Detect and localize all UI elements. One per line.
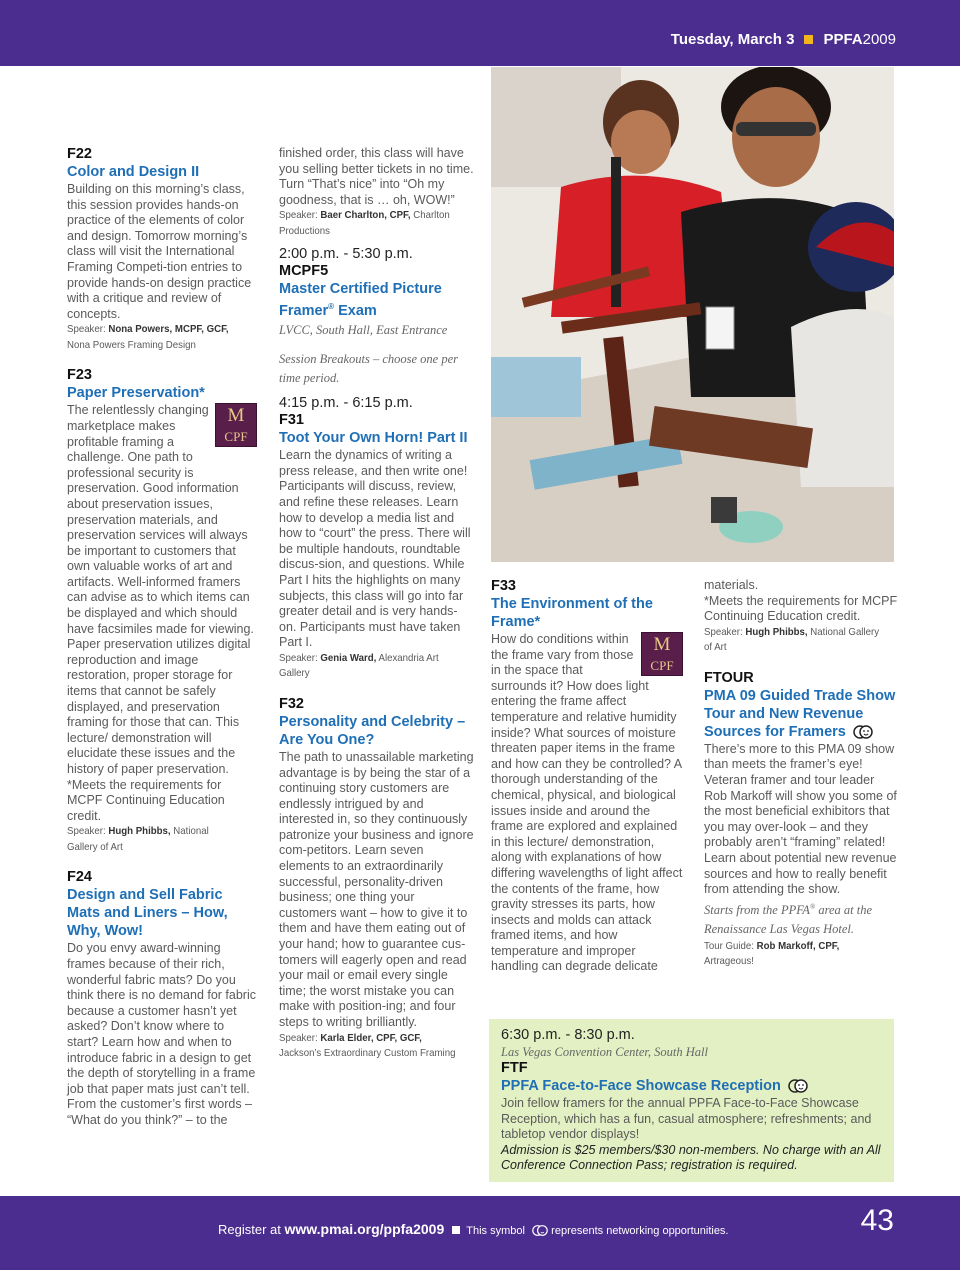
f32-body: The path to unassailable marketing advantage is by being the star of a continuing story customers are endlessly intrigued by and interested in, so they continuously patronize your business and ignore com-petitors. Learn seven elements to an extraordinarily successful, personality-driven business; one thing your customers want – how to give it to them and have them eating out of your hand; how to guarantee cus-tomers will eagerly open and read your mail or email every single time; the worst mistake you can make with position-ing; and four steps to writing brilliantly. [279,749,474,1030]
mcpf-code: MCPF5 [279,263,329,280]
f32-speaker: Speaker: Karla Elder, CPF, GCF, Jackson’s Extraordinary Custom Framing [279,1031,456,1060]
f22-title: Color and Design II [67,164,200,180]
f31-speaker: Speaker: Genia Ward, Alexandria Art Gallery [279,651,439,680]
column-1 [67,146,257,1129]
header-square-icon [804,35,813,44]
ftour-code: FTOUR [704,669,754,686]
f23-note: *Meets the requirements for MCPF Continuing Education credit. [67,777,225,823]
mcpf-location: LVCC, South Hall, East Entrance [279,323,448,338]
f24-title: Design and Sell Fabric Mats and Liners – How, Why, Wow! [67,887,228,940]
f24-body: Do you envy award-winning frames because of their rich, wonderful fabric mats? Do you think there is no demand for fabric because a customer hasn’t yet asked? Don’t know where to start? Learn how and when to introduce fabric in a design to get the depth of storytelling in a frame job that paper mats just can’t tell. From the customer’s first words – “What do you think?” – to the [67,941,256,1127]
header-brand: PPFA [823,31,863,48]
f24-continued: finished order, this class will have you selling better tickets in no time. Turn “That’s nice” into “Oh my goodness, that is … oh, WOW!” [279,146,474,207]
f32-title: Personality and Celebrity – Are You One? [279,713,466,748]
column-2 [279,146,474,1062]
footer-register: Register at www.pmai.org/ppfa2009 This symbol represents networking opportunities. [218,1221,729,1237]
session-breakouts: Session Breakouts – choose one per time period. [279,352,459,386]
workshop-photo-illustration [491,67,894,562]
header-year: 2009 [862,31,896,48]
showcase-box [489,1019,894,1182]
ftour-body: There’s more to this PMA 09 show than meets the framer’s eye! Veteran framer and tour leader Rob Markoff will show you some of the most beneficial exhibitors that you may over-look – and they probably aren’t “framing” related! Learn about potential new revenue sources and how to really benefit from attending the show. [704,741,897,897]
showcase-time: 6:30 p.m. - 8:30 p.m. [501,1027,635,1043]
column-4 [704,578,898,970]
showcase-code: FTF [501,1060,528,1076]
f33-body: How do conditions within the frame vary from those in the space that surrounds it? How does light entering the frame affect temperature and relative humidity inside? What sources of moisture threaten paper items in the frame and how can they be controlled? A thorough understanding of the chemical, physical, and biological issues inside and around the frame are explored and explained in this lecture/ demonstration, along with explanations of how differing wavelengths of light affect the contents of the frame, how gravity stresses its parts, how insects and molds can attack framed items, and how temperature and improper handling can degrade delicate [491,632,683,974]
networking-icon [853,724,873,740]
column-3 [491,578,683,975]
ftour-location: Starts from the PPFA® area at the Renaissance Las Vegas Hotel. [704,902,873,936]
register-link[interactable]: www.pmai.org/ppfa2009 [284,1221,445,1237]
mcpf-title: Master Certified Picture Framer® Exam [279,281,442,320]
f33-continued: materials. [704,578,759,592]
f31-body: Learn the dynamics of writing a press release, and then write one! Participants will discuss, review, and refine these releases. Learn how to develop a media list and how to “court” the press. There will be multiple handouts, roundtable discus-sion, and questions. While Part I hits the highlights on many subjects, this class will go into far greater detail and is very hands-on. Participants must have taken Part I. [279,448,471,650]
workshop-photo [491,67,894,562]
f22-code: F22 [67,146,92,162]
f33-speaker: Speaker: Hugh Phibbs, National Gallery of Art [704,625,880,654]
mcpf-time: 2:00 p.m. - 5:30 p.m. [279,246,413,263]
f32-code: F32 [279,695,304,712]
f23-body: The relentlessly changing marketplace makes profitable framing a challenge. One path to professional security is preservation. Good information about preservation issues, preservation materials, and preservation services will always be important to customers that own valuable works of art and artifacts. Well-informed framers can advise as to which items can be displayed and which should have facsimiles made for viewing. Paper preservation utilizes digital reproduction and image restoration, proper storage for items that cannot be safely displayed, and preservation framing for those that can. This lecture/ demonstration will elucidate these issues and the history of paper preservation. [67,403,254,776]
showcase-title: PPFA Face-to-Face Showcase Reception [501,1077,886,1095]
mcpf-logo-2: M CPF [641,632,683,676]
f23-code: F23 [67,367,92,384]
header-text [671,31,896,48]
footer-square-icon [452,1226,460,1234]
footer-bar [0,1196,960,1270]
showcase-content [501,1026,886,1174]
f33-code: F33 [491,578,516,594]
showcase-body: Join fellow framers for the annual PPFA Face-to-Face Showcase Reception, which has a fun, casual atmosphere; refreshments; and tabletop vendor displays! [501,1096,872,1142]
ftour-guide: Tour Guide: Rob Markoff, CPF, Artrageous! [704,939,840,968]
f23-body-wrap [67,403,257,777]
showcase-location: Las Vegas Convention Center, South Hall [501,1045,708,1059]
ftour-title: PMA 09 Guided Trade Show Tour and New Revenue Sources for Framers [704,687,896,740]
header-date: Tuesday, March 3 [670,31,795,48]
f31-title: Toot Your Own Horn! Part II [279,430,468,447]
f31-code: F31 [279,412,304,429]
networking-icon-3 [532,1224,548,1237]
header-bar [0,0,960,66]
page-number: 43 [860,1204,894,1237]
networking-icon-2 [788,1078,808,1094]
f31-time: 4:15 p.m. - 6:15 p.m. [279,395,413,412]
f22-speaker: Speaker: Nona Powers, MCPF, GCF, Nona Powers Framing Design [67,323,229,351]
f23-speaker: Speaker: Hugh Phibbs, National Gallery of Art [67,825,209,853]
f33-body-wrap [491,632,683,975]
f33-note: *Meets the requirements for MCPF Continuing Education credit. [704,593,898,624]
mcpf-logo: M CPF [215,403,257,447]
showcase-admission: Admission is $25 members/$30 non-members. No charge with an All Conference Connection Pass; registration is required. [501,1142,881,1173]
f23-title: Paper Preservation* [67,385,205,402]
f22-body: Building on this morning’s class, this session provides hands-on practice of the elements of color and design. Tomorrow morning’s class will visit the International Framing Competi-tion entries to provide hands-on design practice with a critique and review of concepts. [67,182,252,321]
f24-code: F24 [67,869,92,886]
f33-title: The Environment of the Frame* [491,596,653,630]
f24-speaker: Speaker: Baer Charlton, CPF, Charlton Productions [279,209,450,237]
